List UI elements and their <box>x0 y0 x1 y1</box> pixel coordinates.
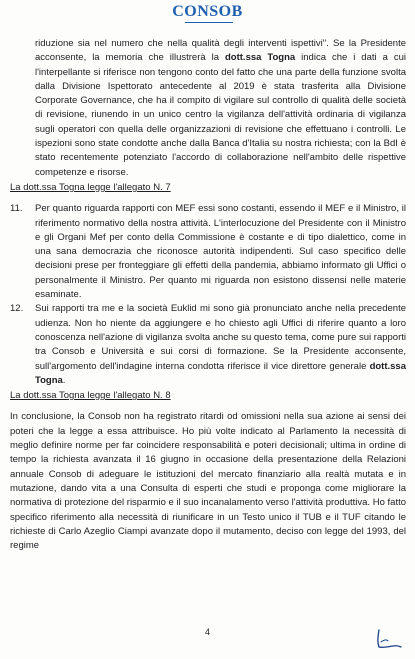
annex-heading-8: La dott.ssa Togna legge l'allegato N. 8 <box>10 390 171 402</box>
bold-name: dott.ssa Togna <box>225 52 296 64</box>
item-number: 11. <box>10 203 23 215</box>
handwritten-signature <box>373 628 403 650</box>
item-number: 12. <box>10 303 24 315</box>
item-text-part: . <box>62 374 66 386</box>
page-number: 4 <box>204 627 210 637</box>
conclusion-paragraph: In conclusione, la Consob non ha registrato ritardi od omissioni nella sua azione ai sensi dei poteri che la legge a essa attribuisce. Ho più volte indicato al Parlamento la necessità di meglio definire norme per far coincidere responsabilità e poteri decisionali; ultima in ordine di tempo la richiesta avanzata il 16 giugno in occasione della presentazione della Relazioni annuale Consob di adeguare le istituzioni del mercato finanziario alla realtà mutata e in mutazione, dando vita a una Consulta di esperti che studi e proponga come migliorare la normativa di protezione del risparmio e il suo incanalamento verso l'attività produttiva. Ho fatto specifico riferimento alla necessità di riunificare in un Testo unico il TUB e il TUF citando le richieste di Carlo Azeglio Ciampi avanzate dopo il mutamento, deciso con legge del 1993, del regime <box>10 411 406 552</box>
item-text <box>35 302 406 388</box>
bold-name: dott.ssa Togna <box>35 360 406 386</box>
logo-underline <box>185 22 233 23</box>
paragraph-text: riduzione sia nel numero che nella qualità degli interventi ispettivi". Se la Presidente acconsente, la memoria che illustrerà la <box>35 38 406 64</box>
paragraph-text: indica che i dati a cui l'interpellante si riferisce non tengono conto del fatto che una parte della funzione svolta dalla Divisione Ispettorato antecedente al 2019 è stata trasferita alla Divisione Corporate Governance, che ha il compito di vigilare sul controllo di qualità delle società di revisione, riunendo in un unico centro la vigilanza dell'attività ordinaria di vigilanza sugli operatori con quella delle organizzazioni di revisione che effettuano i controlli. Le ispezioni sono state condotte anche dalla Banca d'Italia su nostra richiesta; con la BdI è stato recentemente potenziato l'accordo di collaborazione nell'ambito delle rispettive competenze e risorse. <box>35 52 406 178</box>
list-item-11 <box>10 202 406 302</box>
consob-logo: CONSOB <box>172 3 243 20</box>
paragraph-continued <box>35 37 406 180</box>
annex-heading-7: La dott.ssa Togna legge l'allegato N. 7 <box>10 181 171 193</box>
document-body <box>10 37 406 553</box>
item-text: Per quanto riguarda rapporti con MEF essi sono costanti, essendo il MEF e il Ministro, il riferimento normativo della nostra attività. L'interlocuzione del Presidente con il Ministro e gli Organi Mef per conto della Commissione è costante e di tipo dialettico, come in una sana democrazia che riconosce autorità indipendenti. Sul caso specifico delle decisioni prese per fronteggiare gli effetti della pandemia, abbiamo informato gli Uffici o personalmente il Ministro. Per quanto mi riguarda non esistono dissensi nelle materie esaminate. <box>35 203 406 301</box>
item-text-part: Sui rapporti tra me e la società Euklid mi sono già pronunciato anche nella precedente udienza. Non ho niente da aggiungere e ho chiesto agli Uffici di riferire quanto a loro conoscenza nell'azione di vigilanza svolta anche su questo tema, come pure sui rapporti tra Consob e Università e sui corsi di formazione. Se la Presidente acconsente, sull'argomento dell'indagine interna condotta riferisce il vice direttore generale <box>35 303 406 372</box>
list-item-12 <box>10 302 406 388</box>
